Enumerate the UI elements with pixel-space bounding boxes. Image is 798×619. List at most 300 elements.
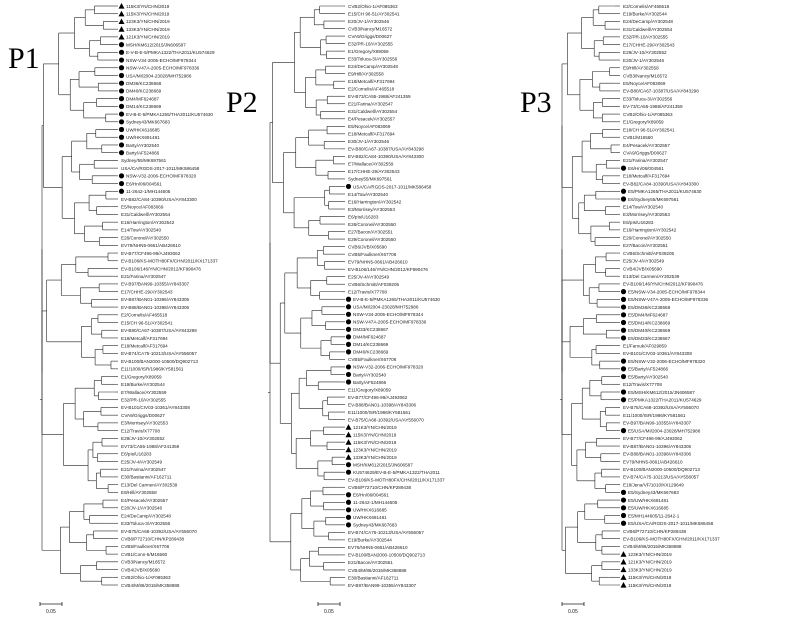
leaf-label: E27/Bacon/AY302551 <box>348 229 393 235</box>
triangle-marker-icon <box>346 432 352 438</box>
triangle-marker-icon <box>119 3 125 9</box>
leaf-label: 11-2642-1/MH144605 <box>353 500 398 506</box>
leaf-label: E11/Gregory/X89059 <box>348 387 391 393</box>
circle-marker-icon <box>621 297 626 302</box>
leaf-label: E5/NSW-V47A-2005-ECHO/MF978336 <box>628 297 709 303</box>
circle-marker-icon <box>346 515 351 520</box>
circle-marker-icon <box>621 304 626 309</box>
triangle-marker-icon <box>621 551 627 557</box>
circle-marker-icon <box>119 119 124 124</box>
triangle-marker-icon <box>119 26 125 32</box>
circle-marker-icon <box>621 359 626 364</box>
circle-marker-icon <box>621 497 626 502</box>
leaf-label: E5/UW/HKX691481 <box>628 497 669 503</box>
leaf-label: E18/CH 96-51/AY302541 <box>623 127 675 133</box>
circle-marker-icon <box>621 366 626 371</box>
leaf-label: E5/DM36/KC238668 <box>628 304 671 310</box>
circle-marker-icon <box>346 379 351 384</box>
leaf-label: E3/Morrisey/AY302553 <box>121 420 168 426</box>
leaf-label: E20/JV-1/AY302546 <box>623 57 665 63</box>
leaf-label: E14/Tow/AY302540 <box>121 227 162 233</box>
leaf-label: CVB3/Nancy/M16572 <box>623 73 668 79</box>
circle-marker-icon <box>346 184 351 189</box>
leaf-label: E21/Farina/AY302547 <box>623 158 668 164</box>
circle-marker-icon <box>346 522 351 527</box>
circle-marker-icon <box>621 389 626 394</box>
leaf-label: E1/Gregory/X89059 <box>623 119 664 125</box>
leaf-label: EV-B82/CA84-10390/USA/AY843300 <box>121 196 197 202</box>
leaf-label: E29/JV-10/AY302552 <box>623 50 667 56</box>
circle-marker-icon <box>346 327 351 332</box>
leaf-label: USA/MI/2004-23028/MH752986 <box>126 73 192 79</box>
leaf-label: E5/DM40/KC238669 <box>628 328 671 334</box>
circle-marker-icon <box>119 127 124 132</box>
circle-marker-icon <box>119 173 124 178</box>
leaf-label: EV79/NHN5-0661/AB426610 <box>623 459 683 465</box>
circle-marker-icon <box>621 397 626 402</box>
leaf-label: E5/DM33/KC238667 <box>628 335 671 341</box>
leaf-label: CVB5/Faulkner/X67706 <box>348 251 397 257</box>
leaf-label: E1/Gregory/X89059 <box>121 374 162 380</box>
leaf-label: E13/Del Carmen/AY302539 <box>623 274 680 279</box>
leaf-label: EV73/CA55-1988/AF241359 <box>121 443 180 449</box>
circle-marker-icon <box>621 166 626 171</box>
leaf-label: E16/Harrington/AY302542 <box>348 199 402 205</box>
leaf-label: CVB6/Schmitt/AF039205 <box>348 282 400 288</box>
scale-bar-label: 0.05 <box>46 609 56 615</box>
leaf-label: CVB4/M/86/2015/MK358888 <box>121 582 180 588</box>
leaf-label: E24/DeCamp/AY302548 <box>121 513 171 519</box>
leaf-label: E18/Metcalf/AF317694 <box>121 335 168 341</box>
leaf-label: E4/Pesacek/AY302557 <box>623 142 670 148</box>
leaf-label: CVB4/M/86/2015/MK358888 <box>348 567 407 573</box>
circle-marker-icon <box>119 181 124 186</box>
leaf-label: EV-B97/BAN99-10355/AY843307 <box>121 281 190 287</box>
leaf-label: E12/Travis/X77708 <box>348 289 387 295</box>
leaf-label: DM14/KC238669 <box>353 342 389 348</box>
leaf-label: CVA9/Griggs/D00627 <box>348 33 392 39</box>
circle-marker-icon <box>119 189 124 194</box>
leaf-label: E5/NSW-V34-2005-ECHO/MF978344 <box>628 289 706 295</box>
leaf-label: E14/Tow/AY302540 <box>348 191 389 197</box>
leaf-label: E5/Noyce/AF083069 <box>623 81 666 86</box>
leaf-label: USA/MI/2004-23028/MH752986 <box>353 304 419 310</box>
leaf-label: E16/Harrington/AY302542 <box>623 227 677 233</box>
leaf-label: USA/CA/RGDS-2017-1011/MK586458 <box>121 165 200 171</box>
leaf-label: EV-B101/CIV03-10361/AY843308 <box>121 405 190 411</box>
circle-marker-icon <box>346 372 351 377</box>
leaf-label: CVA9/Griggs/D00627 <box>623 150 667 156</box>
circle-marker-icon <box>621 320 626 325</box>
circle-marker-icon <box>346 304 351 309</box>
triangle-marker-icon <box>346 454 352 460</box>
circle-marker-icon <box>346 342 351 347</box>
leaf-label: CVA9/Griggs/D00627 <box>121 412 165 418</box>
leaf-label: 121K3/YN/CHN/2019 <box>628 559 672 565</box>
leaf-label: CVB1/M16560 <box>623 135 653 141</box>
circle-marker-icon <box>621 328 626 333</box>
leaf-label: E2/Cornelis/AF465518 <box>348 86 395 92</box>
leaf-label: E5/NSW-V32-2006-ECHO/MF978320 <box>628 358 706 364</box>
circle-marker-icon <box>346 312 351 317</box>
leaf-label: E32/PR-10/AY302555 <box>623 34 668 40</box>
leaf-label: EV-B87/BAN01-10396/AY843305 <box>623 443 692 449</box>
leaf-label: EV-B106/146/YN/CHN/2012/KF990476 <box>348 266 428 272</box>
circle-marker-icon <box>621 289 626 294</box>
leaf-label: EV-73/CA55-1988/AF241359 <box>623 104 683 110</box>
leaf-label: Barty/AF524866 <box>126 150 160 156</box>
triangle-marker-icon <box>119 11 125 17</box>
scale-bar-label: 0.05 <box>568 609 578 615</box>
leaf-label: NSW-V34-2005-ECHO/MF978344 <box>126 57 197 63</box>
triangle-marker-icon <box>346 424 352 430</box>
leaf-label: EV-B100/BAN2000-10500/DQ902713 <box>623 467 700 472</box>
leaf-label: E20/JV-1/AY302546 <box>348 18 390 24</box>
leaf-label: E6/Hn/06/004561 <box>126 181 162 187</box>
leaf-label: E18/Metcalf/AF317694 <box>623 173 670 179</box>
leaf-label: E6/Sydney55/MK697561 <box>628 196 679 202</box>
leaf-label: 115K3/YN/CHN/2019 <box>628 575 672 581</box>
leaf-label: EV-B77/CF496-99/AJ493062 <box>121 250 181 256</box>
leaf-label: E19/Burke/AY302544 <box>121 382 165 388</box>
leaf-label: EV79/NHN5-0661/AB426610 <box>121 243 181 249</box>
leaf-label: DM33/KC238667 <box>353 327 389 333</box>
circle-marker-icon <box>621 513 626 518</box>
leaf-label: E5/Sydney43/MK667683 <box>628 490 679 496</box>
leaf-label: E15/CH 96-51/AY302541 <box>121 320 173 326</box>
scale-bar-label: 0.05 <box>324 609 334 615</box>
leaf-label: E32/PR-10/AY302555 <box>348 41 393 47</box>
leaf-label: E1/Gregory/X89059 <box>348 48 389 54</box>
leaf-label: CVB4/M/86/2015/MK358888 <box>623 544 682 550</box>
circle-marker-icon <box>346 507 351 512</box>
leaf-label: E17/CHHE-29/AY302543 <box>348 169 400 175</box>
leaf-label: E19/Burke/AY302544 <box>348 537 392 543</box>
leaf-label: E11/1000/ISR/1986/KY581561 <box>348 409 411 415</box>
leaf-label: E26/Coronel/AY302550 <box>348 221 396 227</box>
leaf-label: E7/Wallace/AY302559 <box>348 161 394 167</box>
leaf-label: EV76/NHN5-0661/AB426610 <box>348 545 408 551</box>
leaf-label: EV-B106/KS-MOTH80FX/CHN/2011/KX171337 <box>121 258 218 264</box>
leaf-label: CVB4/JVB/X05690 <box>623 266 662 272</box>
leaf-label: E3/Morrisey/AY302553 <box>348 206 395 212</box>
leaf-label: EV-B101/CIV03-10361/AY843308 <box>623 351 692 357</box>
leaf-label: E33/Toluca-3/AY302556 <box>623 96 673 102</box>
leaf-label: E1/Farouk/AF029859 <box>623 343 667 349</box>
leaf-label: E5/MSH/KM612/2015/JN606587 <box>628 389 695 395</box>
leaf-label: 123K3/YN/CHN/2019 <box>628 551 672 557</box>
circle-marker-icon <box>346 462 351 467</box>
leaf-label: 115K3/YN/CHN/2019 <box>628 582 672 588</box>
panel-label-p3: P3 <box>520 86 552 119</box>
leaf-label: E17/CHHE-29/AY302543 <box>623 42 675 48</box>
leaf-label: CVB2/Ohio-1/AF085363 <box>348 3 398 9</box>
leaf-label: DM4/MF624687 <box>126 96 159 102</box>
circle-marker-icon <box>119 96 124 101</box>
leaf-label: UW/HKX616685 <box>353 507 387 513</box>
leaf-label: E18/Metcalf/AF317694 <box>348 78 395 84</box>
leaf-label: E21/Bacon/AY302551 <box>348 560 393 566</box>
leaf-label: USA/CA/RGDS-2017-1011/MK586458 <box>353 184 432 190</box>
leaf-label: EV-B106/146/YN/CHN/2012/KF990476 <box>121 266 201 272</box>
leaf-label: CVB3/Nancy/M16572 <box>348 26 393 32</box>
leaf-label: E29/JV-10/AY302552 <box>121 436 165 442</box>
triangle-marker-icon <box>621 559 627 565</box>
leaf-label: 121K3/YN/CHN/2019 <box>353 424 397 430</box>
circle-marker-icon <box>346 500 351 505</box>
leaf-label: E5/USA/MI/2004-23028/MH752986 <box>628 428 701 434</box>
leaf-label: E26/Coronel/AY302550 <box>121 235 169 241</box>
leaf-label: E18/Jena/VF/1010/KX129649 <box>623 482 684 488</box>
leaf-label: E25/JV-4/AY302549 <box>348 274 390 280</box>
leaf-label: UW/HKX691481 <box>353 515 387 521</box>
panel-label-p1: P1 <box>8 42 40 75</box>
leaf-label: Barty/AY302540 <box>353 372 387 378</box>
leaf-label: Sydney/55/MK697561 <box>121 158 167 164</box>
leaf-label: Barty/AY302540 <box>126 142 160 148</box>
leaf-label: 123K3/YN/CHN/2019 <box>353 447 397 453</box>
leaf-label: DM36/KC238668 <box>126 81 162 86</box>
leaf-label: E5/PMKA1322/THA2011/KU574629 <box>628 397 702 403</box>
leaf-label: E-V-B-E-5/PMKA1322/THA2011/KU574629 <box>126 50 215 56</box>
circle-marker-icon <box>621 189 626 194</box>
leaf-label: MSH/KM612/2015/JN606587 <box>126 42 186 48</box>
leaf-label: E29/Coronel/AY302550 <box>348 236 396 242</box>
leaf-label: EV-B106/KS-MOTH80FX/CHN/2011/KX171337 <box>623 536 720 542</box>
circle-marker-icon <box>621 374 626 379</box>
leaf-label: EV-B80/CA67-10387/USA/AY843298 <box>121 328 197 334</box>
leaf-label: E21/Farina/AY302547 <box>121 274 166 279</box>
leaf-label: EV-B97/BAN99-10355/AY843307 <box>348 582 417 588</box>
leaf-label: E31/Caldwell/AY302554 <box>348 109 398 115</box>
leaf-label: E18/Metcalf/AF317694 <box>348 131 395 137</box>
leaf-label: EV-B82/CA84-10390/USA/AY843300 <box>348 154 424 160</box>
leaf-label: CVB6/P72710/CHN/KP289438 <box>348 485 412 491</box>
leaf-label: E6/Hn/06/004561 <box>353 492 389 498</box>
leaf-label: DM14/KC238669 <box>126 104 162 110</box>
leaf-label: 121K3/YN/CHN/2019 <box>126 34 170 40</box>
triangle-marker-icon <box>621 582 627 588</box>
leaf-label: E30/Bastianni/AF162711 <box>348 575 399 581</box>
leaf-label: E30/JV-1/AY302546 <box>348 139 390 145</box>
leaf-label: E33/Toluca-3/AY302556 <box>348 56 398 62</box>
panel-label-p2: P2 <box>226 86 258 119</box>
leaf-label: E5/Noyce/AF083069 <box>348 124 391 130</box>
leaf-label: E31/Caldwell/AY302554 <box>121 212 171 218</box>
leaf-label: E17/CHHE-29/AY302543 <box>121 289 173 295</box>
leaf-label: EV-B77/CF496-99/AJ493062 <box>348 394 408 400</box>
circle-marker-icon <box>119 142 124 147</box>
circle-marker-icon <box>119 73 124 78</box>
leaf-label: EV-B88/BAN01-10398/AY843306 <box>121 304 190 310</box>
leaf-label: UW/HKX691481 <box>126 135 160 141</box>
leaf-label: DM40/KC238669 <box>353 349 389 355</box>
leaf-label: E33/Toluca-3/AY302556 <box>121 521 171 527</box>
leaf-label: 133K3/YN/CHN/2019 <box>628 567 672 573</box>
circle-marker-icon <box>621 335 626 340</box>
leaf-label: Sydney43/MK667683 <box>353 522 397 528</box>
leaf-label: E9/Hill/AY302558 <box>348 71 384 77</box>
leaf-label: E27/Bacon/AY302551 <box>623 243 668 249</box>
circle-marker-icon <box>346 319 351 324</box>
leaf-label: EV-B88/BAN01-10398/AY843306 <box>623 451 692 457</box>
leaf-label: 133K3/YN/CHN/2019 <box>353 454 397 460</box>
circle-marker-icon <box>346 334 351 339</box>
leaf-label: E5/UW/HKX616685 <box>628 505 669 511</box>
leaf-label: E5/PMKA1265/THA2011/KU574630 <box>628 189 702 195</box>
circle-marker-icon <box>346 297 351 302</box>
leaf-label: CVB6/P72710/CHN/KP289438 <box>623 528 687 534</box>
leaf-label: CVB6/P72710/CHN/KP289438 <box>121 536 185 542</box>
leaf-label: CVB5/Faulkner/X67706 <box>348 357 397 363</box>
leaf-label: DM4/MF624687 <box>353 334 386 340</box>
leaf-label: E16/Harrington/AY302542 <box>121 219 175 225</box>
leaf-label: EV-B82/CA84-10390/USA/AY843300 <box>623 181 699 187</box>
circle-marker-icon <box>119 65 124 70</box>
leaf-label: CVB4/JVB/X05690 <box>121 567 160 573</box>
leaf-label: E12/Travis/X77708 <box>623 382 662 388</box>
circle-marker-icon <box>621 196 626 201</box>
leaf-label: 115K3/YN/CHN/2019 <box>353 432 397 438</box>
leaf-label: E18/Metcalf/AF317694 <box>121 343 168 349</box>
leaf-label: E15/CH 96-51/AY302541 <box>348 11 400 17</box>
leaf-label: E6/pIs/U16283 <box>121 451 152 457</box>
leaf-label: E5/DM14/KC238669 <box>628 320 671 326</box>
leaf-label: E5/USA/CA/RGDS-2017-1011/MK586458 <box>628 521 714 527</box>
leaf-label: EV-B97/BAN99-10355/AY843307 <box>623 420 692 426</box>
circle-marker-icon <box>119 88 124 93</box>
leaf-label: E2/Cornelis/AF465518 <box>623 3 670 9</box>
leaf-label: NSW-V34-2005-ECHO/MF978344 <box>353 312 424 318</box>
leaf-label: E5/Barty/AF524866 <box>628 366 669 372</box>
circle-marker-icon <box>119 135 124 140</box>
triangle-marker-icon <box>621 567 627 573</box>
circle-marker-icon <box>119 104 124 109</box>
leaf-label: E26/Coronel/AY302550 <box>623 235 671 241</box>
leaf-label: E12/Travis/X77708 <box>121 428 160 434</box>
leaf-label: E6/pIs/U16283 <box>348 214 379 220</box>
leaf-label: E11/1000/ISR/1986/KY581561 <box>623 412 686 418</box>
leaf-label: E30/Bastianni/AF162711 <box>121 474 172 480</box>
leaf-label: E24/DeCamp/AY302548 <box>623 19 673 25</box>
circle-marker-icon <box>621 428 626 433</box>
circle-marker-icon <box>119 42 124 47</box>
leaf-label: E14/Tow/AY302540 <box>623 204 664 210</box>
circle-marker-icon <box>621 312 626 317</box>
leaf-label: CVB6/Schmitt/AF039205 <box>623 250 675 256</box>
leaf-label: EV-B77/CF496-99/AJ493062 <box>623 436 683 442</box>
leaf-label: CVB6/JVB/X05690 <box>348 244 387 250</box>
leaf-label: NSW-V47A-2005-ECHO/MF978336 <box>353 319 427 325</box>
triangle-marker-icon <box>119 18 125 24</box>
leaf-label: E9/Hill/AY302558 <box>623 65 659 71</box>
leaf-label: CVB5/Faulkner/X67706 <box>121 544 170 550</box>
leaf-label: E3/Morrisey/AY302553 <box>623 212 670 218</box>
leaf-label: E21/Farina/AY302547 <box>121 467 166 472</box>
leaf-label: CVB2/Ohio-1/AF085363 <box>121 575 171 581</box>
leaf-label: EV-B74/CA75-10213/USA/AY556057 <box>348 530 424 536</box>
circle-marker-icon <box>119 81 124 86</box>
leaf-label: E7/Wallace/AY302559 <box>121 389 167 395</box>
leaf-label: KU574629/EV-B-E-5/PMKA1322/THA2011 <box>353 470 440 476</box>
leaf-label: EV-B74/CA75-10213/USA/AY556057 <box>623 474 699 480</box>
leaf-label: Barty/AF524866 <box>353 379 387 385</box>
leaf-label: E21/Farina/AY302547 <box>348 101 393 107</box>
leaf-label: UW/HKX616685 <box>126 127 160 133</box>
leaf-label: EV-B100/BAN2000-10500/DQ902713 <box>121 358 198 364</box>
leaf-label: 115K3/YN/CHN/2019 <box>126 3 170 9</box>
leaf-label: EV-B106/146/YN/CHN/2012/KF990476 <box>623 281 703 287</box>
leaf-label: 123K3/YN/CHN/2019 <box>126 19 170 25</box>
circle-marker-icon <box>119 57 124 62</box>
triangle-marker-icon <box>119 34 125 40</box>
leaf-label: E5/Barty/AY302540 <box>628 374 669 380</box>
leaf-label: EV-B80/CA67-10387/USA/AY843298 <box>623 88 699 94</box>
circle-marker-icon <box>346 470 351 475</box>
leaf-label: E19/Burke/AY302544 <box>623 11 667 17</box>
circle-marker-icon <box>119 111 124 116</box>
leaf-label: E13/Del Carmen/AY302539 <box>121 482 178 488</box>
leaf-label: E32/PR-10/AY302555 <box>121 397 166 403</box>
circle-marker-icon <box>346 349 351 354</box>
leaf-label: EV-B75/CA68-10392/USA/AY556070 <box>121 528 197 534</box>
circle-marker-icon <box>621 521 626 526</box>
leaf-label: E20/JV-1/AY302546 <box>121 505 163 511</box>
leaf-label: E5/Noyce/AF083069 <box>121 204 164 210</box>
leaf-label: E4/Pesacek/AY302557 <box>348 116 395 122</box>
leaf-label: CVB3/Nancy/M16572 <box>121 559 166 565</box>
leaf-label: EV-B-E-5/PMKA1265/THA2011/KU574630 <box>353 297 440 303</box>
leaf-label: EV-B106/KS-MOTH80FX/CHN/2011/KX171337 <box>348 477 445 483</box>
leaf-label: E5/MH144605/11-2642-1 <box>628 513 680 519</box>
leaf-label: E4/Pesacek/AY302557 <box>121 497 168 503</box>
leaf-label: NSW-V32-2006-ECHO/MF978320 <box>126 173 197 179</box>
leaf-label: E9/Hill/AY302558 <box>121 490 157 496</box>
leaf-label: EV-B87/BAN01-10396/AY843305 <box>121 297 190 303</box>
leaf-label: CVB2/Ohio-1/AF085363 <box>623 111 673 117</box>
triangle-marker-icon <box>346 439 352 445</box>
circle-marker-icon <box>119 150 124 155</box>
leaf-label: Sydney55/MK697561 <box>348 176 392 182</box>
leaf-label: E11/1000/ISR/1986/KY581561 <box>121 366 184 372</box>
leaf-label: EV79/NHN5-0661/AB426610 <box>348 259 408 265</box>
circle-marker-icon <box>346 492 351 497</box>
circle-marker-icon <box>346 364 351 369</box>
leaf-label: CVB1/Conn-5/M16560 <box>121 551 168 557</box>
leaf-label: E6/pIs/U16283 <box>623 219 654 225</box>
circle-marker-icon <box>621 490 626 495</box>
leaf-label: EV-B80/CA67-10387/USA/AY843298 <box>348 146 424 152</box>
leaf-label: 115K3/YN/CHN/2019 <box>126 11 170 17</box>
leaf-label: E2/Cornelis/AF465518 <box>121 312 168 318</box>
leaf-label: EV-B75/CA68-10392/USA/AY556070 <box>348 417 424 423</box>
leaf-label: E24/DeCamp/AY302548 <box>348 63 398 69</box>
leaf-label: E5/DM4/MF624687 <box>628 312 668 318</box>
leaf-label: EV-B75/CA68-10392/USA/AY556070 <box>623 405 699 411</box>
leaf-label: EV-B100/BAN2000-10500/DQ902713 <box>348 552 425 558</box>
leaf-label: EV-B74/CA75-10213/USA/AY556057 <box>121 351 197 357</box>
leaf-label: EV-B73/CA55-1988/AF241359 <box>348 94 411 100</box>
leaf-label: E25/JV-4/AY302549 <box>623 258 665 264</box>
leaf-label: E31/Caldwell/AY302554 <box>623 26 673 32</box>
leaf-label: 133K3/YN/CHN/2019 <box>126 26 170 32</box>
triangle-marker-icon <box>621 574 627 580</box>
leaf-label: Sydney43/MK667683 <box>126 119 170 125</box>
leaf-label: EV-B88/BAN01-10398/AY843306 <box>348 402 417 408</box>
circle-marker-icon <box>621 505 626 510</box>
leaf-label: 115K3/YN/CHN/2019 <box>353 439 397 445</box>
leaf-label: NSW-V32-2006-ECHO/MF978320 <box>353 364 424 370</box>
